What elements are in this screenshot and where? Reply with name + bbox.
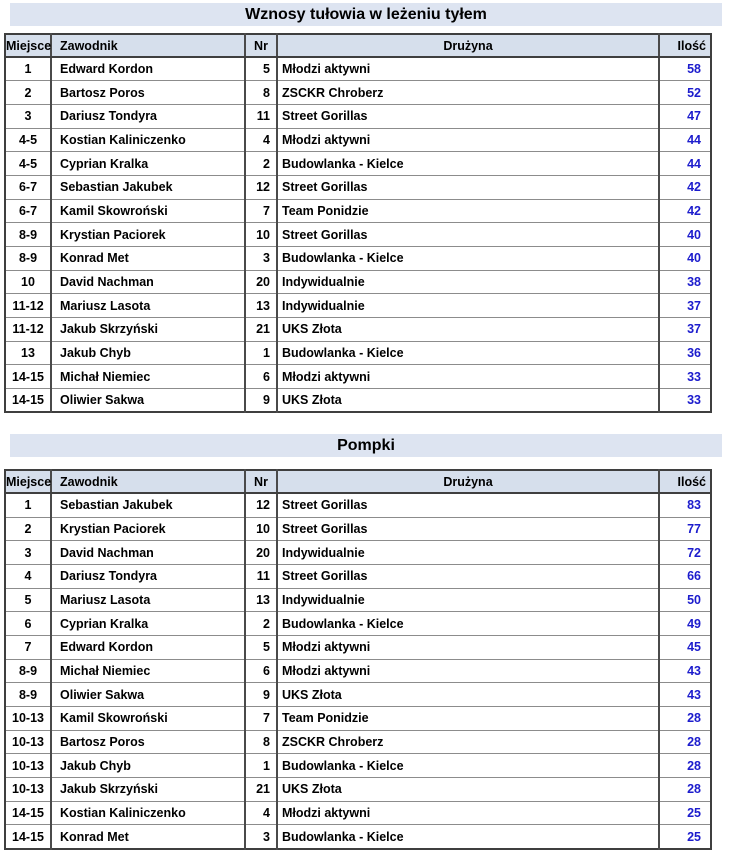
nr-cell: 9 — [245, 683, 277, 707]
table-row — [5, 104, 711, 128]
team-cell: ZSCKR Chroberz — [277, 81, 659, 105]
athlete-cell: Cyprian Kralka — [51, 152, 245, 176]
athlete-cell: Oliwier Sakwa — [51, 683, 245, 707]
team-cell: Indywidualnie — [277, 270, 659, 294]
athlete-cell: Jakub Chyb — [51, 341, 245, 365]
place-cell: 1 — [5, 493, 51, 517]
athlete-cell: Sebastian Jakubek — [51, 493, 245, 517]
column-header-team: Drużyna — [277, 470, 659, 493]
table-row — [5, 128, 711, 152]
count-cell: 28 — [659, 730, 711, 754]
team-cell: Młodzi aktywni — [277, 659, 659, 683]
nr-cell: 10 — [245, 517, 277, 541]
table-title-situps: Wznosy tułowia w leżeniu tyłem — [10, 3, 722, 26]
count-cell: 40 — [659, 247, 711, 271]
count-cell: 43 — [659, 683, 711, 707]
athlete-cell: Edward Kordon — [51, 635, 245, 659]
team-cell: UKS Złota — [277, 683, 659, 707]
place-cell: 4 — [5, 564, 51, 588]
count-cell: 52 — [659, 81, 711, 105]
column-header-place: Miejsce — [5, 470, 51, 493]
team-cell: UKS Złota — [277, 318, 659, 342]
place-cell: 5 — [5, 588, 51, 612]
nr-cell: 3 — [245, 247, 277, 271]
table-row — [5, 270, 711, 294]
athlete-cell: David Nachman — [51, 541, 245, 565]
table-row — [5, 778, 711, 802]
nr-cell: 1 — [245, 341, 277, 365]
place-cell: 10-13 — [5, 778, 51, 802]
column-header-nr: Nr — [245, 470, 277, 493]
team-cell: Team Ponidzie — [277, 199, 659, 223]
place-cell: 10 — [5, 270, 51, 294]
count-cell: 33 — [659, 389, 711, 413]
header-row — [5, 34, 711, 57]
situps-results-table — [4, 33, 712, 413]
team-cell: Młodzi aktywni — [277, 128, 659, 152]
place-cell: 10-13 — [5, 754, 51, 778]
place-cell: 8-9 — [5, 247, 51, 271]
athlete-cell: Mariusz Lasota — [51, 588, 245, 612]
place-cell: 14-15 — [5, 801, 51, 825]
count-cell: 42 — [659, 175, 711, 199]
column-header-team: Drużyna — [277, 34, 659, 57]
place-cell: 2 — [5, 517, 51, 541]
nr-cell: 6 — [245, 365, 277, 389]
athlete-cell: Kostian Kaliniczenko — [51, 801, 245, 825]
count-cell: 42 — [659, 199, 711, 223]
nr-cell: 5 — [245, 635, 277, 659]
athlete-cell: Michał Niemiec — [51, 659, 245, 683]
team-cell: Street Gorillas — [277, 175, 659, 199]
header-row — [5, 470, 711, 493]
count-cell: 49 — [659, 612, 711, 636]
table-row — [5, 247, 711, 271]
athlete-cell: Dariusz Tondyra — [51, 104, 245, 128]
nr-cell: 2 — [245, 152, 277, 176]
table-row — [5, 564, 711, 588]
table-row — [5, 152, 711, 176]
nr-cell: 4 — [245, 801, 277, 825]
count-cell: 38 — [659, 270, 711, 294]
nr-cell: 5 — [245, 57, 277, 81]
place-cell: 8-9 — [5, 223, 51, 247]
pushups-results-section — [0, 434, 732, 849]
count-cell: 83 — [659, 493, 711, 517]
athlete-cell: Edward Kordon — [51, 57, 245, 81]
count-cell: 28 — [659, 754, 711, 778]
column-header-count: Ilość — [659, 470, 711, 493]
team-cell: Indywidualnie — [277, 588, 659, 612]
nr-cell: 8 — [245, 81, 277, 105]
table-row — [5, 707, 711, 731]
table-row — [5, 588, 711, 612]
place-cell: 10-13 — [5, 730, 51, 754]
column-header-nr: Nr — [245, 34, 277, 57]
team-cell: Młodzi aktywni — [277, 365, 659, 389]
place-cell: 14-15 — [5, 389, 51, 413]
nr-cell: 3 — [245, 825, 277, 849]
athlete-cell: Dariusz Tondyra — [51, 564, 245, 588]
athlete-cell: Jakub Chyb — [51, 754, 245, 778]
nr-cell: 11 — [245, 104, 277, 128]
count-cell: 36 — [659, 341, 711, 365]
pushups-table-body — [5, 493, 711, 848]
team-cell: Młodzi aktywni — [277, 57, 659, 81]
table-row — [5, 683, 711, 707]
athlete-cell: Krystian Paciorek — [51, 223, 245, 247]
count-cell: 28 — [659, 707, 711, 731]
count-cell: 45 — [659, 635, 711, 659]
count-cell: 44 — [659, 152, 711, 176]
athlete-cell: Jakub Skrzyński — [51, 318, 245, 342]
team-cell: Street Gorillas — [277, 517, 659, 541]
table-row — [5, 825, 711, 849]
table-row — [5, 389, 711, 413]
nr-cell: 12 — [245, 493, 277, 517]
team-cell: Budowlanka - Kielce — [277, 152, 659, 176]
table-row — [5, 635, 711, 659]
situps-results-section — [0, 3, 732, 413]
count-cell: 72 — [659, 541, 711, 565]
count-cell: 25 — [659, 825, 711, 849]
nr-cell: 1 — [245, 754, 277, 778]
table-row — [5, 223, 711, 247]
nr-cell: 20 — [245, 270, 277, 294]
team-cell: UKS Złota — [277, 778, 659, 802]
table-row — [5, 541, 711, 565]
count-cell: 37 — [659, 318, 711, 342]
nr-cell: 9 — [245, 389, 277, 413]
table-row — [5, 175, 711, 199]
place-cell: 11-12 — [5, 294, 51, 318]
team-cell: Team Ponidzie — [277, 707, 659, 731]
team-cell: Budowlanka - Kielce — [277, 247, 659, 271]
table-row — [5, 294, 711, 318]
place-cell: 1 — [5, 57, 51, 81]
nr-cell: 12 — [245, 175, 277, 199]
place-cell: 4-5 — [5, 128, 51, 152]
team-cell: Budowlanka - Kielce — [277, 341, 659, 365]
team-cell: Budowlanka - Kielce — [277, 612, 659, 636]
team-cell: Młodzi aktywni — [277, 635, 659, 659]
count-cell: 43 — [659, 659, 711, 683]
column-header-count: Ilość — [659, 34, 711, 57]
place-cell: 8-9 — [5, 659, 51, 683]
table-row — [5, 365, 711, 389]
place-cell: 6-7 — [5, 199, 51, 223]
team-cell: Street Gorillas — [277, 493, 659, 517]
athlete-cell: Kostian Kaliniczenko — [51, 128, 245, 152]
place-cell: 4-5 — [5, 152, 51, 176]
athlete-cell: Kamil Skowroński — [51, 707, 245, 731]
athlete-cell: Bartosz Poros — [51, 730, 245, 754]
count-cell: 58 — [659, 57, 711, 81]
count-cell: 33 — [659, 365, 711, 389]
place-cell: 6-7 — [5, 175, 51, 199]
athlete-cell: Krystian Paciorek — [51, 517, 245, 541]
athlete-cell: Michał Niemiec — [51, 365, 245, 389]
athlete-cell: Sebastian Jakubek — [51, 175, 245, 199]
place-cell: 14-15 — [5, 825, 51, 849]
nr-cell: 21 — [245, 778, 277, 802]
table-row — [5, 493, 711, 517]
athlete-cell: Cyprian Kralka — [51, 612, 245, 636]
team-cell: Indywidualnie — [277, 541, 659, 565]
table-row — [5, 517, 711, 541]
athlete-cell: Bartosz Poros — [51, 81, 245, 105]
situps-table-body — [5, 57, 711, 412]
table-row — [5, 318, 711, 342]
count-cell: 37 — [659, 294, 711, 318]
team-cell: Młodzi aktywni — [277, 801, 659, 825]
place-cell: 13 — [5, 341, 51, 365]
pushups-results-table — [4, 469, 712, 849]
nr-cell: 11 — [245, 564, 277, 588]
table-row — [5, 801, 711, 825]
count-cell: 47 — [659, 104, 711, 128]
athlete-cell: Jakub Skrzyński — [51, 778, 245, 802]
athlete-cell: Oliwier Sakwa — [51, 389, 245, 413]
count-cell: 25 — [659, 801, 711, 825]
team-cell: Street Gorillas — [277, 104, 659, 128]
nr-cell: 2 — [245, 612, 277, 636]
nr-cell: 10 — [245, 223, 277, 247]
count-cell: 77 — [659, 517, 711, 541]
table-row — [5, 81, 711, 105]
count-cell: 44 — [659, 128, 711, 152]
place-cell: 7 — [5, 635, 51, 659]
count-cell: 66 — [659, 564, 711, 588]
team-cell: Budowlanka - Kielce — [277, 825, 659, 849]
athlete-cell: David Nachman — [51, 270, 245, 294]
table-row — [5, 659, 711, 683]
nr-cell: 8 — [245, 730, 277, 754]
athlete-cell: Mariusz Lasota — [51, 294, 245, 318]
team-cell: Budowlanka - Kielce — [277, 754, 659, 778]
nr-cell: 4 — [245, 128, 277, 152]
column-header-athlete: Zawodnik — [51, 34, 245, 57]
team-cell: Street Gorillas — [277, 223, 659, 247]
table-row — [5, 612, 711, 636]
team-cell: Street Gorillas — [277, 564, 659, 588]
place-cell: 11-12 — [5, 318, 51, 342]
column-header-place: Miejsce — [5, 34, 51, 57]
nr-cell: 6 — [245, 659, 277, 683]
athlete-cell: Kamil Skowroński — [51, 199, 245, 223]
athlete-cell: Konrad Met — [51, 825, 245, 849]
team-cell: UKS Złota — [277, 389, 659, 413]
table-row — [5, 754, 711, 778]
table-row — [5, 199, 711, 223]
count-cell: 40 — [659, 223, 711, 247]
place-cell: 8-9 — [5, 683, 51, 707]
nr-cell: 21 — [245, 318, 277, 342]
team-cell: ZSCKR Chroberz — [277, 730, 659, 754]
place-cell: 10-13 — [5, 707, 51, 731]
nr-cell: 13 — [245, 588, 277, 612]
place-cell: 6 — [5, 612, 51, 636]
place-cell: 3 — [5, 541, 51, 565]
column-header-athlete: Zawodnik — [51, 470, 245, 493]
count-cell: 28 — [659, 778, 711, 802]
table-row — [5, 57, 711, 81]
place-cell: 2 — [5, 81, 51, 105]
team-cell: Indywidualnie — [277, 294, 659, 318]
nr-cell: 7 — [245, 199, 277, 223]
athlete-cell: Konrad Met — [51, 247, 245, 271]
place-cell: 3 — [5, 104, 51, 128]
nr-cell: 13 — [245, 294, 277, 318]
count-cell: 50 — [659, 588, 711, 612]
table-row — [5, 341, 711, 365]
nr-cell: 7 — [245, 707, 277, 731]
table-title-pushups: Pompki — [10, 434, 722, 457]
place-cell: 14-15 — [5, 365, 51, 389]
table-row — [5, 730, 711, 754]
nr-cell: 20 — [245, 541, 277, 565]
